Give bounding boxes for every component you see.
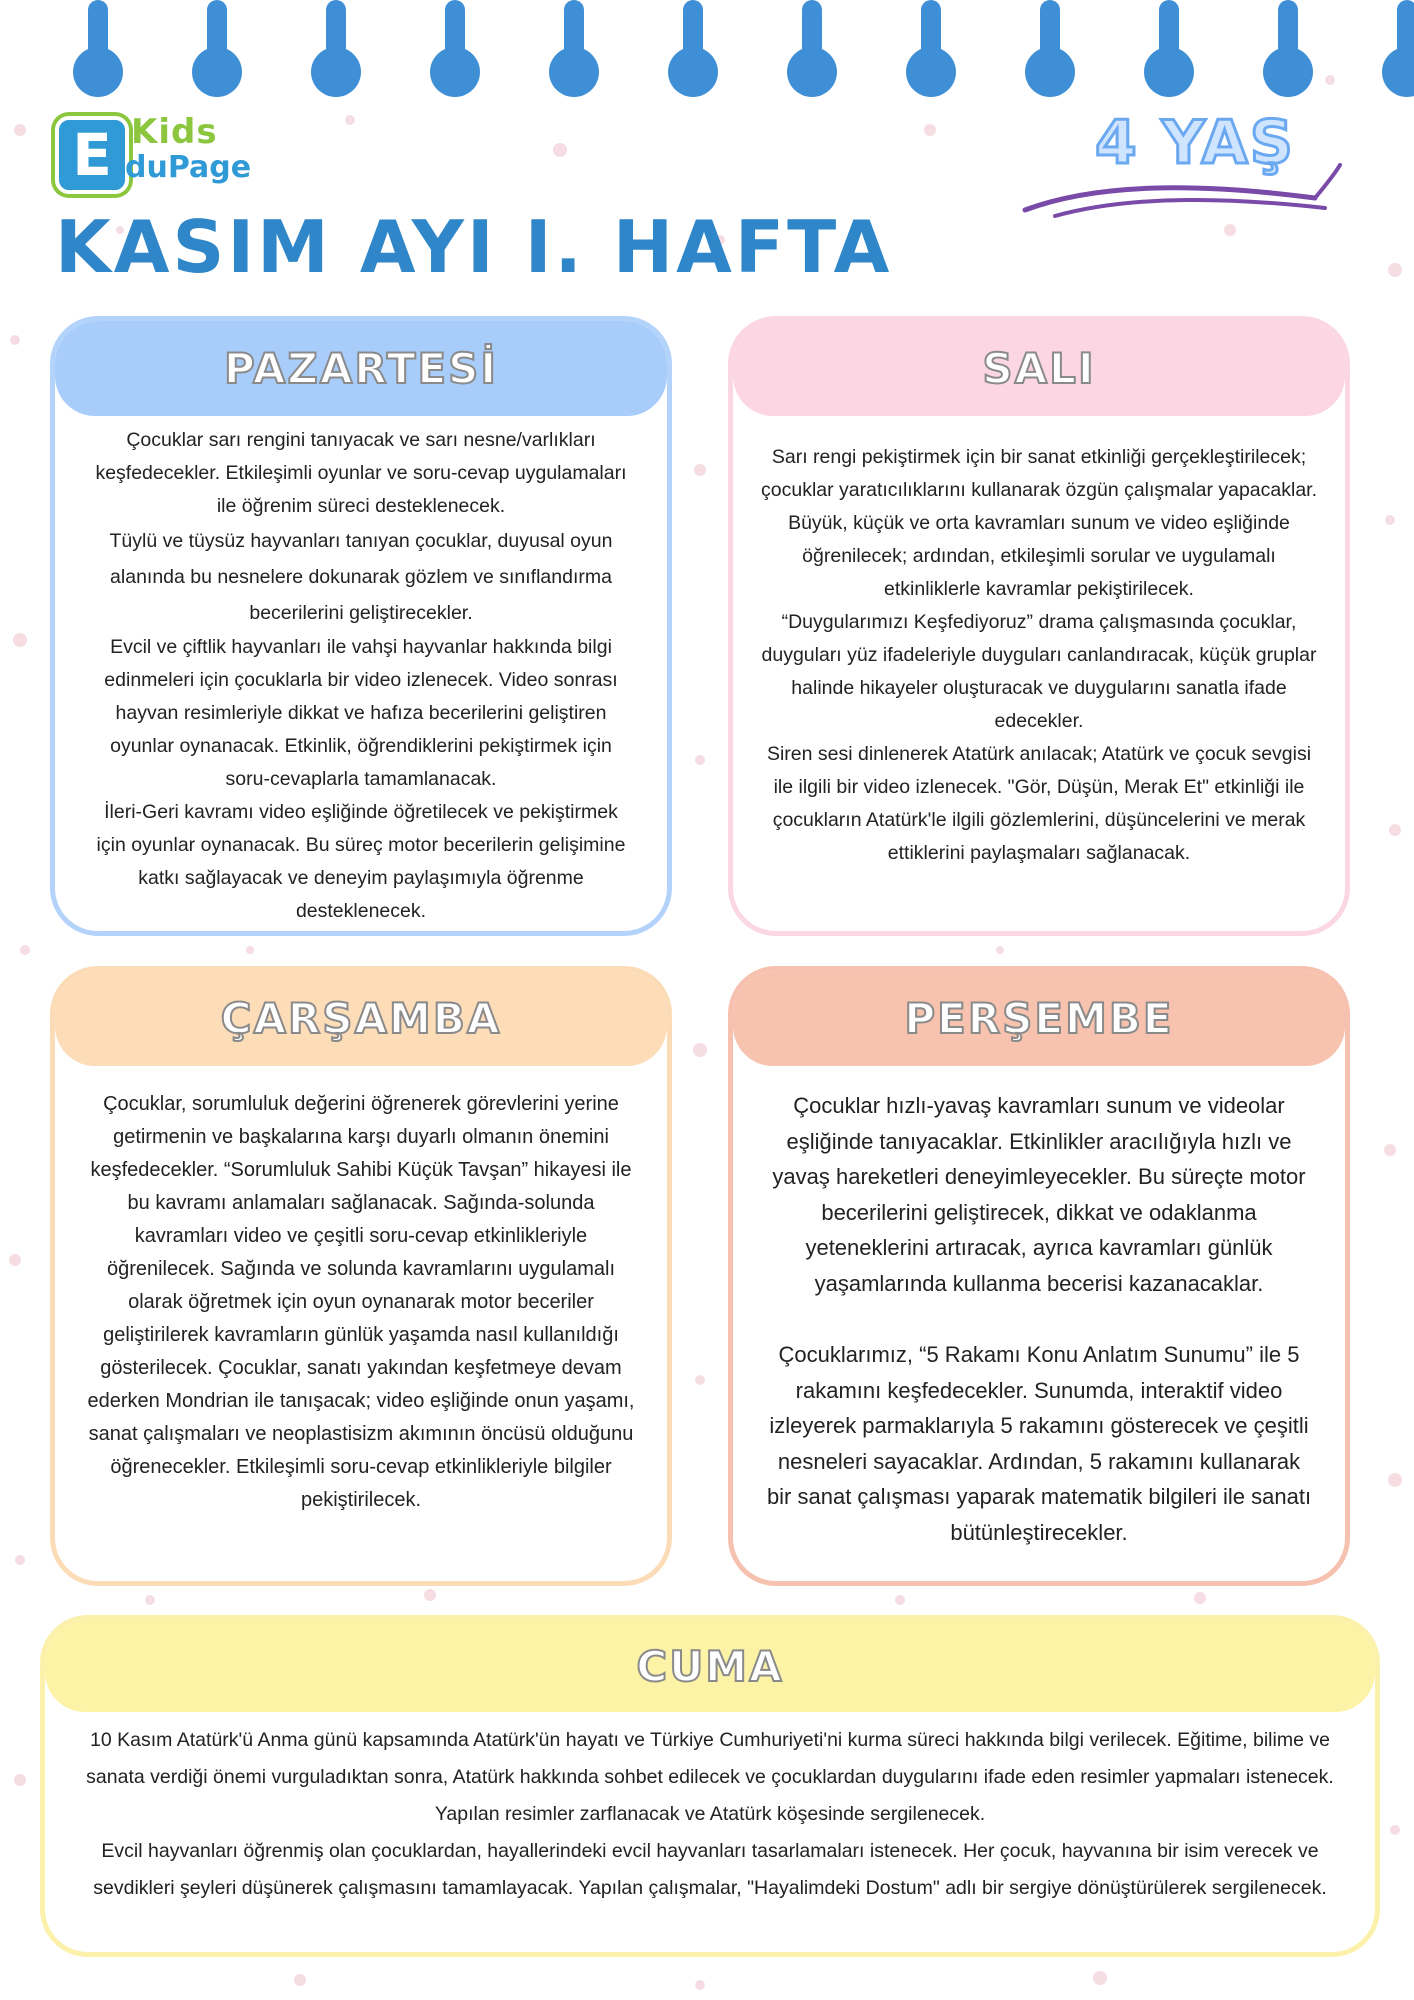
- monday-card: [50, 316, 672, 936]
- spiral-ring-hole: [1382, 47, 1414, 97]
- swoosh-decoration: [1015, 160, 1345, 220]
- tuesday-title: SALI: [982, 344, 1096, 393]
- notebook-spiral-rings: [0, 0, 1414, 100]
- friday-paragraph: 10 Kasım Atatürk'ü Anma günü kapsamında Atatürk'ün hayatı ve Türkiye Cumhuriyeti'ni kurma süreci hakkında bilgi verilecek. Eğitime, bilime ve sanata verdiği önemi vurguladıktan sonra, Atatürk hakkında sohbet edilecek ve çocuklardan duygularını ifade eden resimler yapmaları istenecek. Yapılan resimler zarflanacak ve Atatürk köşesinde sergilenecek.: [86, 1729, 1334, 1825]
- spiral-ring-hole: [906, 47, 956, 97]
- monday-paragraph: Evcil ve çiftlik hayvanları ile vahşi hayvanlar hakkında bilgi edinmeleri için çocuklarla bir video izlenecek. Video sonrası hayvan resimleriyle dikkat ve hafıza becerilerini geliştiren oyunlar oynanacak. Etkinlik, öğrendiklerini pekiştirmek için soru-cevaplarla tamamlanacak.: [104, 636, 618, 790]
- thursday-card: [728, 966, 1350, 1586]
- tuesday-paragraph: Siren sesi dinlenerek Atatürk anılacak; Atatürk ve çocuk sevgisi ile ilgili bir video izlenecek. "Gör, Düşün, Merak Et" etkinliği ile çocukların Atatürk'le ilgili gözlemlerini, düşüncelerini ve merak ettiklerini paylaşmaları sağlanacak.: [766, 743, 1312, 864]
- monday-title: PAZARTESİ: [223, 344, 499, 393]
- friday-body: [45, 1712, 1375, 1907]
- monday-paragraph: İleri-Geri kavramı video eşliğinde öğretilecek ve pekiştirmek için oyunlar oynanacak. Bu süreç motor becerilerin gelişimine katkı sağlayacak ve deneyim paylaşımıyla öğrenme desteklenecek.: [96, 801, 626, 922]
- friday-title: CUMA: [636, 1641, 784, 1691]
- spiral-ring-hole: [311, 47, 361, 97]
- wednesday-header: [55, 971, 667, 1066]
- spiral-ring-hole: [1144, 47, 1194, 97]
- logo-edupage-text: duPage: [125, 150, 252, 185]
- thursday-paragraph: Çocuklar hızlı-yavaş kavramları sunum ve videolar eşliğinde tanıyacaklar. Etkinlikler aracılığıyla hızlı ve yavaş hareketleri deneyimleyecekler. Bu süreçte motor becerilerini geliştirecek, dikkat ve odaklanma yeteneklerini artıracak, ayrıca kavramları günlük yaşamlarında kullanma becerisi kazanacaklar.: [772, 1093, 1306, 1296]
- thursday-title: PERŞEMBE: [904, 994, 1174, 1043]
- thursday-paragraph: Çocuklarımız, “5 Rakamı Konu Anlatım Sunumu” ile 5 rakamını keşfedecekler. Sunumda, interaktif video izleyerek parmaklarıyla 5 rakamını gösterecek ve çeşitli nesneleri sayacaklar. Ardından, 5 rakamını kullanarak bir sanat çalışması yaparak matematik bilgileri ile sanatı bütünleştirecekler.: [766, 1342, 1312, 1545]
- monday-paragraph: Çocuklar sarı rengini tanıyacak ve sarı nesne/varlıkları keşfedecekler. Etkileşimli oyunlar ve soru-cevap uygulamaları ile öğrenim süreci desteklenecek.: [95, 429, 627, 517]
- monday-body: [55, 416, 667, 928]
- thursday-header: [733, 971, 1345, 1066]
- friday-header: [45, 1620, 1375, 1712]
- monday-paragraph: Tüylü ve tüysüz hayvanları tanıyan çocuklar, duyusal oyun alanında bu nesnelere dokunarak gözlem ve sınıflandırma becerilerini geliştirecekler.: [109, 530, 613, 624]
- paragraph-gap: [763, 1301, 1315, 1337]
- wednesday-card: [50, 966, 672, 1586]
- spiral-ring-hole: [1025, 47, 1075, 97]
- spiral-ring-hole: [668, 47, 718, 97]
- tuesday-paragraph: Büyük, küçük ve orta kavramları sunum ve video eşliğinde öğrenilecek; ardından, etkileşimli sorular ve uygulamalı etkinliklerle kavramlar pekiştirilecek.: [788, 512, 1290, 600]
- spiral-ring-hole: [430, 47, 480, 97]
- tuesday-paragraph: “Duygularımızı Keşfediyoruz” drama çalışmasında çocuklar, duyguları yüz ifadeleriyle duyguları canlandıracak, küçük gruplar halinde hikayeler oluşturacak ve duygularını sanatla ifade edecekler.: [761, 611, 1317, 732]
- spiral-ring-hole: [1263, 47, 1313, 97]
- thursday-body: [733, 1066, 1345, 1550]
- tuesday-paragraph: Sarı rengi pekiştirmek için bir sanat etkinliği gerçekleştirilecek; çocuklar yaratıcılıklarını kullanarak özgün çalışmalar yapacaklar.: [761, 446, 1317, 501]
- wednesday-title: ÇARŞAMBA: [220, 994, 502, 1043]
- spiral-ring-hole: [73, 47, 123, 97]
- tuesday-body: [733, 416, 1345, 870]
- spiral-ring-hole: [549, 47, 599, 97]
- logo-kids-text: Kids: [131, 112, 218, 152]
- spiral-ring-hole: [192, 47, 242, 97]
- wednesday-paragraph: Çocuklar, sorumluluk değerini öğrenerek görevlerini yerine getirmenin ve başkalarına karşı duyarlı olmanın önemini keşfedecekler. “Sorumluluk Sahibi Küçük Tavşan” hikayesi ile bu kavramı anlamaları sağlanacak. Sağında-solunda kavramları video ve çeşitli soru-cevap etkinlikleriyle öğrenilecek. Sağında ve solunda kavramlarını uygulamalı olarak öğretmek için oyun oynanarak motor beceriler geliştirilerek kavramların günlük yaşamda nasıl kullanıldığı gösterilecek. Çocuklar, sanatı yakından keşfetmeye devam ederken Mondrian ile tanışacak; video eşliğinde onun yaşamı, sanat çalışmaları ve neoplastisizm akımının öncüsü olduğunu öğrenecekler. Etkileşimli soru-cevap etkinlikleriyle bilgiler pekiştirilecek.: [87, 1093, 635, 1511]
- tuesday-header: [733, 321, 1345, 416]
- friday-card: [40, 1615, 1380, 1957]
- kids-edupage-logo: [55, 112, 252, 192]
- tuesday-card: [728, 316, 1350, 936]
- page-title: KASIM AYI I. HAFTA: [55, 205, 893, 289]
- spiral-ring-hole: [787, 47, 837, 97]
- age-label: 4 YAŞ: [1095, 108, 1295, 178]
- logo-e-letter: E: [55, 116, 129, 194]
- wednesday-body: [55, 1066, 667, 1517]
- friday-paragraph: Evcil hayvanları öğrenmiş olan çocuklardan, hayallerindeki evcil hayvanları tasarlamaları istenecek. Her çocuk, hayvanına bir isim verecek ve sevdikleri şeyleri düşünerek çalışmasını tamamlayacak. Yapılan çalışmalar, "Hayalimdeki Dostum" adlı bir sergiye dönüştürülerek sergilenecek.: [93, 1840, 1327, 1899]
- monday-header: [55, 321, 667, 416]
